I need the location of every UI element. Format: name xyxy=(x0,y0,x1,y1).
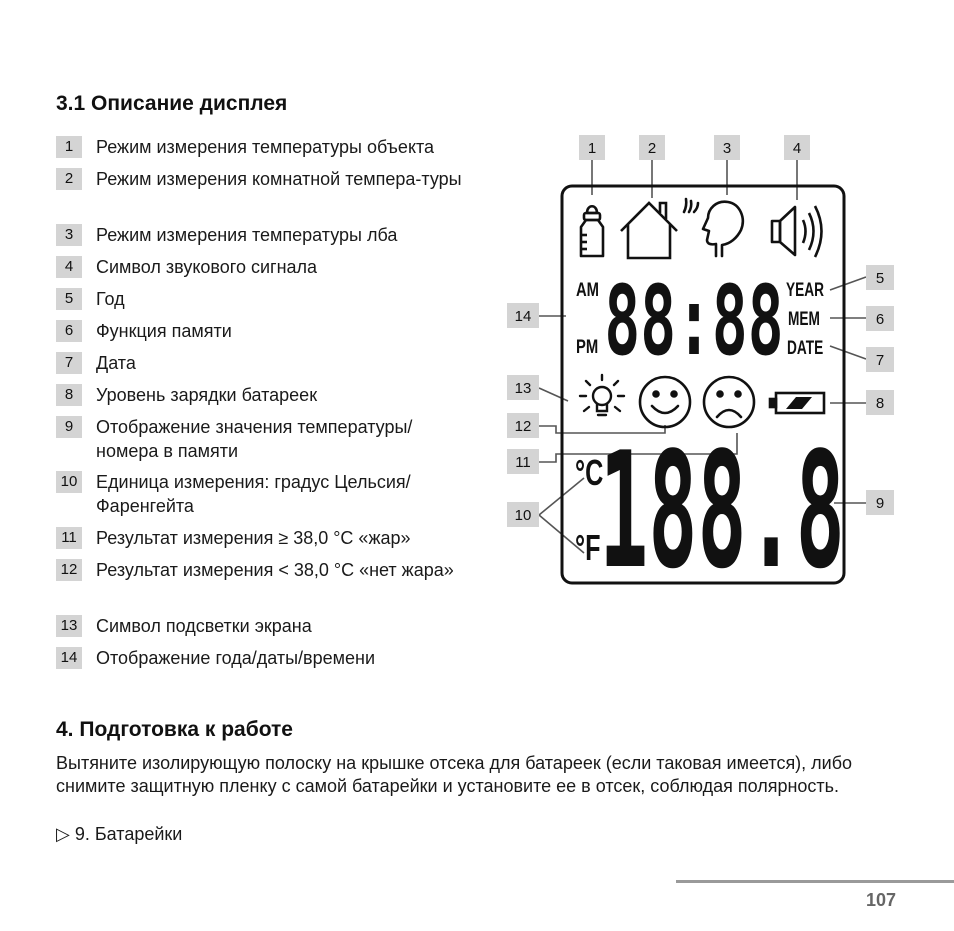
callout-label: 1 xyxy=(587,140,597,157)
legend-number: 8 xyxy=(56,384,82,406)
legend-number: 1 xyxy=(56,136,82,158)
head-icon xyxy=(684,199,743,256)
callout-label: 8 xyxy=(875,395,885,412)
legend-number: 6 xyxy=(56,320,82,342)
lcd-display-diagram xyxy=(505,128,905,598)
callout-label: 9 xyxy=(875,495,885,512)
battery-icon xyxy=(770,393,824,413)
clock-display: 88:88 xyxy=(604,265,784,377)
bottle-icon xyxy=(581,206,603,256)
legend-text: Единица измерения: градус Цельсия/ Фаренгейта xyxy=(96,472,411,516)
speaker-icon xyxy=(772,206,822,257)
backlight-icon xyxy=(580,375,624,415)
legend-number: 2 xyxy=(56,168,82,190)
legend-text: Символ подсветки экрана xyxy=(96,616,312,636)
footer-rule xyxy=(676,880,954,883)
legend-text: Отображение значения температуры/ номера в памяти xyxy=(96,417,413,461)
celsius-label: °C xyxy=(575,452,604,494)
legend-number: 13 xyxy=(56,615,82,637)
temperature-display: 188.8 xyxy=(599,417,845,598)
mem-label: MEM xyxy=(788,307,820,330)
legend-number: 4 xyxy=(56,256,82,278)
legend-number: 14 xyxy=(56,647,82,669)
legend-number: 9 xyxy=(56,416,82,438)
legend-text: Символ звукового сигнала xyxy=(96,257,318,277)
section-title-display: 3.1 Описание дисплея xyxy=(56,92,288,115)
callout-label: 7 xyxy=(875,352,885,369)
callout-label: 12 xyxy=(514,418,532,435)
legend-number: 10 xyxy=(56,471,82,493)
legend-text: Режим измерения температуры объекта xyxy=(96,137,435,157)
legend-text: Функция памяти xyxy=(96,321,232,341)
callout-label: 10 xyxy=(514,507,532,524)
callout-label: 4 xyxy=(792,140,802,157)
section-title-preparation: 4. Подготовка к работе xyxy=(56,718,293,741)
legend-text: Результат измерения < 38,0 °C «нет жара» xyxy=(96,560,454,580)
legend-number: 12 xyxy=(56,559,82,581)
legend-number: 3 xyxy=(56,224,82,246)
house-icon xyxy=(621,203,677,258)
pm-label: PM xyxy=(576,336,599,358)
legend-number: 5 xyxy=(56,288,82,310)
callout-label: 13 xyxy=(514,380,532,397)
legend-text: Уровень зарядки батареек xyxy=(96,385,318,405)
year-label: YEAR xyxy=(786,278,824,301)
fahrenheit-label: °F xyxy=(575,527,601,569)
triangle-arrow-icon: ▷ xyxy=(56,824,70,844)
callout-label: 6 xyxy=(875,311,885,328)
legend-text: Год xyxy=(96,289,125,309)
am-label: AM xyxy=(576,279,600,301)
cross-reference[interactable] xyxy=(56,823,182,846)
legend-text: Отображение года/даты/времени xyxy=(96,648,376,668)
callout-label: 3 xyxy=(722,140,732,157)
legend-number: 11 xyxy=(56,527,82,549)
legend-text: Режим измерения комнатной темпера-туры xyxy=(96,169,462,189)
page-number: 107 xyxy=(866,890,897,910)
cross-reference-text: 9. Батарейки xyxy=(74,824,183,844)
date-label: DATE xyxy=(787,336,824,359)
callout-label: 5 xyxy=(875,270,885,287)
callout-label: 2 xyxy=(647,140,657,157)
legend-text: Результат измерения ≥ 38,0 °C «жар» xyxy=(96,528,411,548)
callout-label: 11 xyxy=(515,454,531,471)
callout-label: 14 xyxy=(514,308,532,325)
legend-text: Режим измерения температуры лба xyxy=(96,225,398,245)
legend-text: Дата xyxy=(96,353,136,373)
legend-number: 7 xyxy=(56,352,82,374)
preparation-paragraph: Вытяните изолирующую полоску на крышке отсека для батареек (если таковая имеется), либо снимите защитную пленку с самой батарейки и установите ее в отсек, соблюдая полярность. xyxy=(56,753,853,796)
